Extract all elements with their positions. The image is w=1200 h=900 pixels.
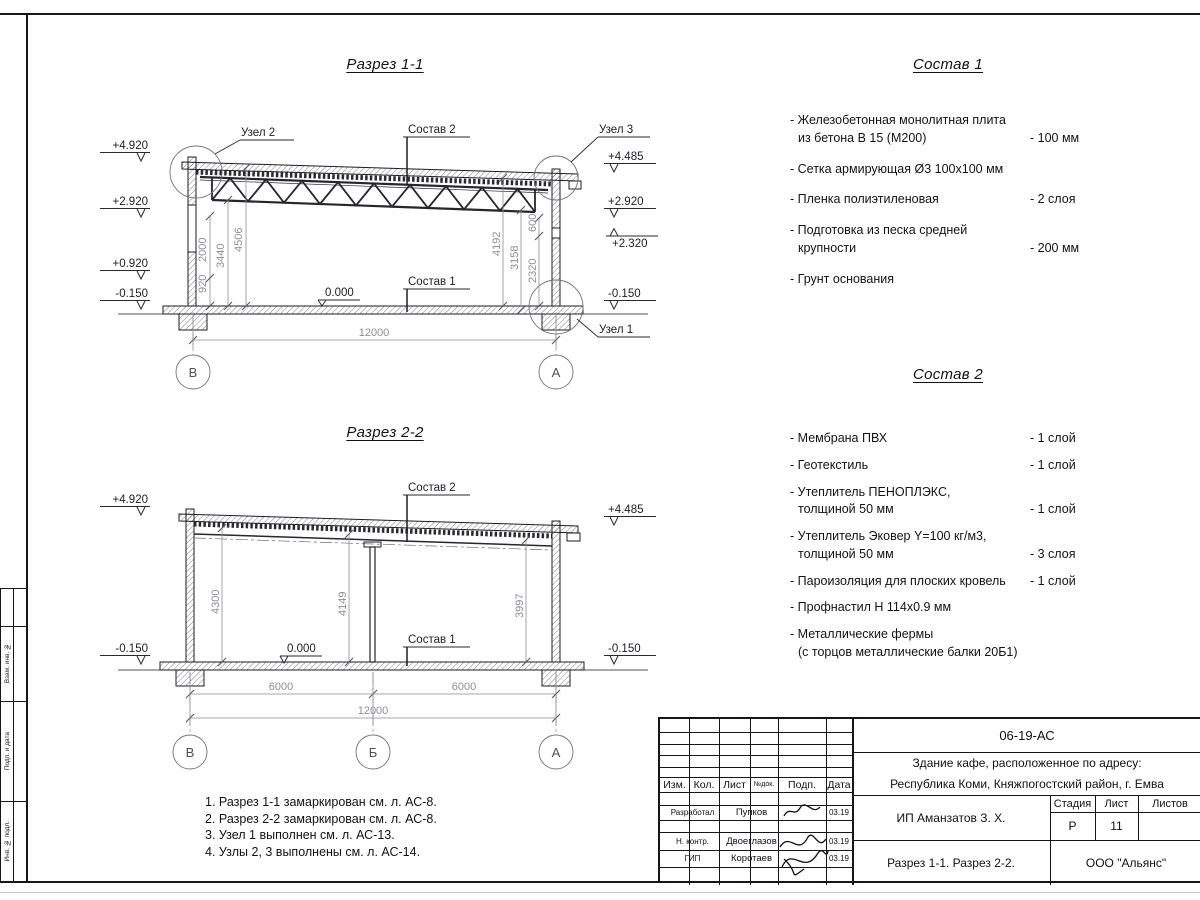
client-name: ИП Аманзатов З. Х. xyxy=(896,810,1006,825)
note-line: 1. Разрез 1-1 замаркирован см. л. АС-8. xyxy=(205,795,437,809)
svg-text:-0.150: -0.150 xyxy=(115,288,148,300)
list-item: - Пароизоляция для плоских кровель - 1 слой xyxy=(790,573,1076,588)
project-address-line1: Здание кафе, расположенное по адресу: xyxy=(912,755,1142,770)
list-item: - Пленка полиэтиленовая - 2 слоя xyxy=(790,192,1076,207)
svg-text:+4.485: +4.485 xyxy=(608,504,644,516)
col-header-list: Лист xyxy=(723,778,746,791)
svg-text:3158: 3158 xyxy=(509,245,521,270)
list-item: - Подготовка из песка средней крупности - 200 мм xyxy=(790,223,1080,255)
stage-label: Стадия xyxy=(1053,797,1092,810)
elevation-marks-right-s1 xyxy=(604,151,658,309)
svg-text:3997: 3997 xyxy=(514,593,526,618)
svg-text:+4.920: +4.920 xyxy=(112,494,148,506)
col-header-izm: Изм. xyxy=(663,778,686,791)
name-gip: Коротаев xyxy=(730,853,773,864)
stage-value: Р xyxy=(1068,819,1077,833)
date-ncontr: 03.19 xyxy=(828,836,850,846)
col-header-ndoc: №док. xyxy=(753,781,775,788)
section-2-2-drawing xyxy=(100,482,656,769)
role-gip: ГИП xyxy=(684,854,701,863)
svg-text:2000: 2000 xyxy=(197,237,209,262)
side-attribute-strip xyxy=(0,588,27,883)
svg-text:+2.920: +2.920 xyxy=(112,196,148,208)
section-1-1-drawing xyxy=(100,124,658,389)
elevation-marks-left-s2 xyxy=(100,494,150,664)
note-line: 2. Разрез 2-2 замаркирован см. л. АС-8. xyxy=(205,811,437,826)
svg-text:В: В xyxy=(188,365,198,380)
svg-text:-0.150: -0.150 xyxy=(115,643,148,655)
sostav-2-callout-s2: Состав 2 xyxy=(408,482,456,494)
svg-text:12000: 12000 xyxy=(358,327,390,339)
section-2-title: Разрез 2-2 xyxy=(346,424,424,441)
date-gip: 03.19 xyxy=(828,854,850,863)
svg-text:6000: 6000 xyxy=(451,681,477,693)
list-item: - Грунт основания xyxy=(790,271,895,286)
svg-text:+2.920: +2.920 xyxy=(608,196,644,208)
svg-text:600: 600 xyxy=(527,213,539,232)
svg-text:12000: 12000 xyxy=(357,705,389,717)
list-item: - Железобетонная монолитная плита из бетона В 15 (М200) - 100 мм xyxy=(790,113,1080,145)
role-ncontr: Н. контр. xyxy=(675,836,709,846)
svg-text:А: А xyxy=(551,745,561,760)
sostav-2-heading: Состав 2 xyxy=(912,366,984,383)
elevation-marks-left-s1 xyxy=(100,140,150,309)
signature-developed xyxy=(780,803,824,821)
strip-cell: Взам. инв. № xyxy=(3,643,11,684)
company-name: ООО "Альянс" xyxy=(1085,855,1167,870)
sostav-2-list xyxy=(790,430,1102,662)
svg-text:920: 920 xyxy=(197,274,209,293)
name-developed: Пупков xyxy=(735,807,768,818)
zero-level-label-s2: 0.000 xyxy=(287,643,316,655)
doc-number: 06-19-АС xyxy=(999,728,1055,743)
sostav-1-callout-s2: Состав 1 xyxy=(408,634,456,646)
name-ncontr: Двоеглазов xyxy=(726,835,777,847)
sheet-label: Лист xyxy=(1104,797,1129,810)
strip-cell: Подп. и дата xyxy=(3,731,11,771)
date-developed: 03.19 xyxy=(828,808,850,817)
sostav-1-callout: Состав 1 xyxy=(408,276,456,288)
col-header-data: Дата xyxy=(827,778,851,791)
svg-text:В: В xyxy=(185,745,195,760)
sostav-1-heading: Состав 1 xyxy=(912,56,984,73)
sheet-number: 11 xyxy=(1110,819,1123,833)
svg-text:4300: 4300 xyxy=(210,589,222,614)
sostav-2-callout: Состав 2 xyxy=(408,124,456,136)
svg-text:6000: 6000 xyxy=(268,681,294,693)
svg-text:4192: 4192 xyxy=(491,231,503,256)
role-developed: Разработал xyxy=(670,808,715,817)
col-header-podp: Подп. xyxy=(788,778,816,791)
list-item: - Мембрана ПВХ - 1 слой xyxy=(790,431,1076,445)
span-dim-s1 xyxy=(189,316,560,348)
zero-level-label: 0.000 xyxy=(325,287,354,299)
svg-text:-0.150: -0.150 xyxy=(608,288,641,300)
title-block xyxy=(658,717,1200,883)
note-line: 4. Узлы 2, 3 выполнены см. л. АС-14. xyxy=(205,844,421,859)
node-1-label: Узел 1 xyxy=(599,324,634,336)
node-3-label: Узел 3 xyxy=(599,124,634,136)
svg-text:3440: 3440 xyxy=(215,243,227,268)
list-item: - Металлические фермы (с торцов металлические балки 20Б1) xyxy=(790,627,1018,659)
elevation-marks-right-s2 xyxy=(604,504,656,664)
project-address-line2: Республика Коми, Княжпогостский район, г. Емва xyxy=(890,776,1164,791)
list-item: - Сетка армирующая Ø3 100х100 мм xyxy=(790,161,1004,176)
svg-text:4506: 4506 xyxy=(233,227,245,252)
col-header-kol: Кол. xyxy=(693,778,715,791)
axes-s1 xyxy=(176,312,573,389)
sheet-title: Разрез 1-1. Разрез 2-2. xyxy=(887,855,1015,870)
list-item: - Профнастил Н 114х0.9 мм xyxy=(790,600,952,615)
node-2-label: Узел 2 xyxy=(241,127,276,139)
truss xyxy=(200,177,548,212)
svg-text:А: А xyxy=(551,365,561,380)
sostav-1-list xyxy=(790,112,1102,288)
svg-text:2320: 2320 xyxy=(527,258,539,283)
note-line: 3. Узел 1 выполнен см. л. АС-13. xyxy=(205,828,395,842)
list-item: - Геотекстиль - 1 слой xyxy=(790,457,1076,472)
svg-text:+4.485: +4.485 xyxy=(608,151,644,163)
list-item: - Утеплитель Эковер Y=100 кг/м3, толщиной 50 мм - 3 слоя xyxy=(790,529,1076,561)
svg-text:+0.920: +0.920 xyxy=(112,258,148,270)
strip-cell: Инв. № подл. xyxy=(3,820,11,862)
svg-text:4149: 4149 xyxy=(337,591,349,616)
sheets-total xyxy=(1138,812,1200,840)
svg-text:-0.150: -0.150 xyxy=(608,643,641,655)
list-item: - Утеплитель ПЕНОПЛЭКС, толщиной 50 мм - 1 слой xyxy=(790,484,1076,517)
svg-text:+4.920: +4.920 xyxy=(112,140,148,152)
notes-block xyxy=(205,794,437,860)
signature-ncontr-gip xyxy=(774,829,830,885)
svg-text:Б: Б xyxy=(368,745,378,760)
section-1-title: Разрез 1-1 xyxy=(346,56,424,73)
svg-text:+2.320: +2.320 xyxy=(612,238,648,250)
sheets-label: Листов xyxy=(1152,797,1188,810)
